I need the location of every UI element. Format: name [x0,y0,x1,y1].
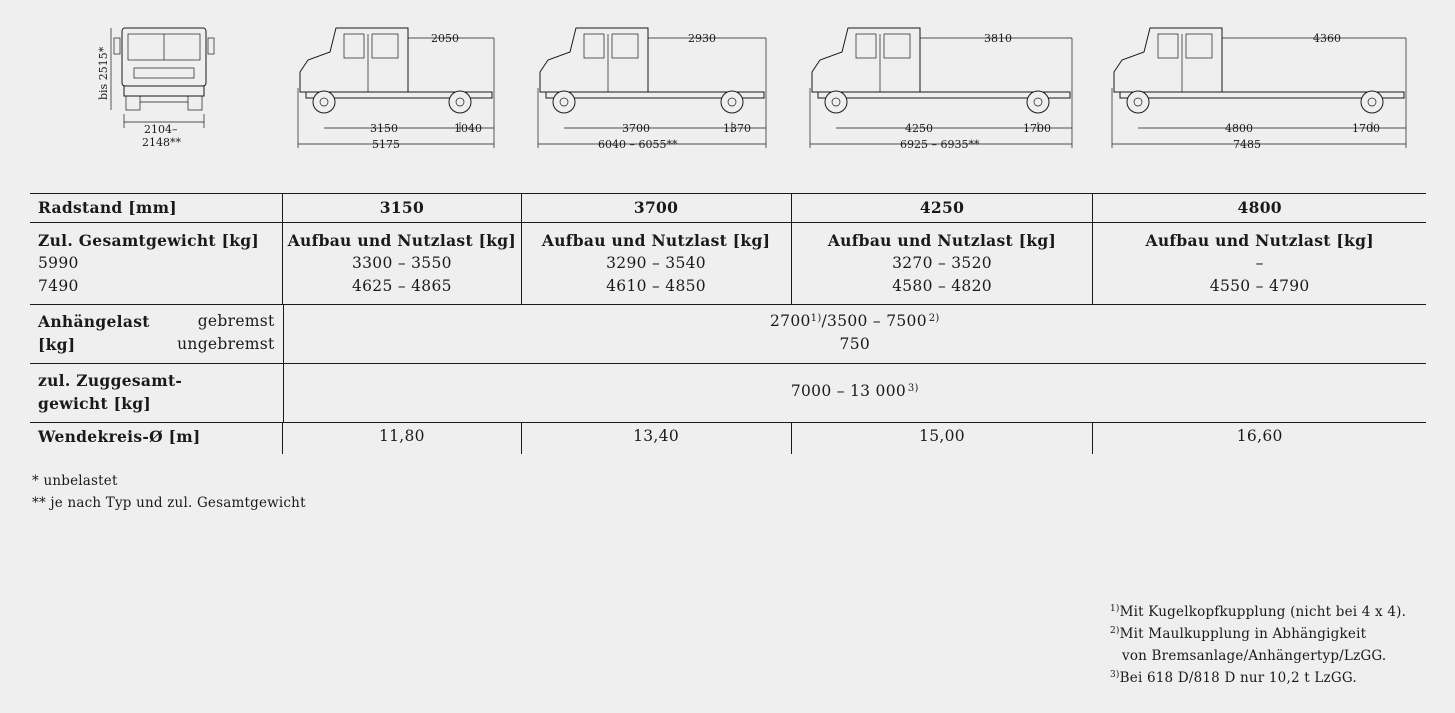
payload-header: Aufbau und Nutzlast [kg] [287,231,517,250]
payload-col-3150 [282,223,520,304]
wheelbase-3150: 3150 [282,194,520,222]
combination-weight-row [30,364,1426,423]
payload-header: Aufbau und Nutzlast [kg] [827,231,1057,250]
unbraked-value: 750 [839,335,871,353]
footnote-by-type: ** je nach Typ und zul. Gesamtgewicht [32,495,306,511]
rear-wheel [721,91,743,113]
wheelbase-dim: 4250 [905,122,933,135]
overhang-dim: 1370 [723,122,751,135]
payload-value: 3270 – 3520 [892,254,992,272]
footnote-ref-2: 2) [928,313,940,324]
cab-body [812,28,920,92]
trailer-label-a: Anhängelast [38,312,150,331]
side-view-drawing-4800 [1110,18,1408,153]
gvw-value-5990: 5990 [38,254,79,272]
cab-to-end-dim: 2930 [688,32,716,45]
turning-4800: 16,60 [1092,423,1426,454]
footnote-unloaded: * unbelastet [32,473,118,489]
cab-to-end-dim: 2050 [431,32,459,45]
cab-body [540,28,648,92]
wheelbase-label: Radstand [mm] [38,198,177,217]
footnote-1: $^{1)}$Mit Kugelkopfkupplung (nicht bei 4 x 4). [1110,604,1407,620]
side-view-drawing-3700 [536,18,768,153]
combination-weight-label: zul. Zuggesamt- gewicht [kg] [38,371,183,413]
side-view-drawing-4250 [808,18,1074,153]
front-wheel [1127,91,1149,113]
wheelbase-dim: 3700 [622,122,650,135]
front-width-dim-a: 2104– [144,123,178,136]
turning-4250: 15,00 [791,423,1093,454]
turning-circle-label: Wendekreis-Ø [m] [38,427,201,446]
payload-value: – [1255,254,1264,272]
overhang-dim: 1700 [1023,122,1051,135]
wheelbase-dim: 4800 [1225,122,1253,135]
footnote-2: $^{2)}$Mit Maulkupplung in Abhängigkeit [1110,626,1367,642]
front-width-dim-b: 2148** [142,136,181,149]
gvw-value-7490: 7490 [38,277,79,295]
trailer-load-row [30,305,1426,364]
wheelbase-4250: 4250 [791,194,1093,222]
payload-col-3700 [521,223,791,304]
side-view-drawing-3150 [296,18,496,153]
front-wheel [313,91,335,113]
overhang-dim: 1700 [1352,122,1380,135]
payload-header: Aufbau und Nutzlast [kg] [541,231,771,250]
cab-body [1114,28,1222,92]
overhang-dim: 1040 [454,122,482,135]
front-height-dim: bis 2515* [97,46,110,100]
length-dim: 6925 – 6935** [900,138,980,151]
gvw-column [30,223,282,304]
footnotes-left [32,470,306,514]
rear-wheel [1027,91,1049,113]
cab-to-end-dim: 3810 [984,32,1012,45]
wheelbase-row [30,193,1426,223]
trailer-label-b: [kg] [38,335,76,354]
length-dim: 7485 [1233,138,1261,151]
payload-value: 3290 – 3540 [606,254,706,272]
footnote-2-cont: von Bremsanlage/Anhängertyp/LzGG. [1122,648,1387,664]
rear-wheel [449,91,471,113]
payload-value: 4610 – 4850 [606,277,706,295]
rear-wheel [1361,91,1383,113]
payload-value: 3300 – 3550 [351,254,452,272]
wheelbase-dim: 3150 [370,122,398,135]
footnote-ref-3: 3) [907,383,919,394]
gvw-label: Zul. Gesamtgewicht [kg] [38,231,260,250]
turning-circle-row [30,423,1426,454]
payload-value: 4625 – 4865 [351,277,452,295]
cab-body [300,28,408,92]
length-dim: 6040 – 6055** [598,138,678,151]
payload-header: Aufbau und Nutzlast [kg] [1145,231,1374,250]
trailer-load-label [30,305,283,363]
payload-value: 4550 – 4790 [1209,277,1310,295]
front-wheel [825,91,847,113]
cab-to-end-dim: 4360 [1313,32,1341,45]
turning-3700: 13,40 [521,423,791,454]
trailer-load-values [283,305,1426,363]
wheelbase-3700: 3700 [521,194,791,222]
turning-3150: 11,80 [282,423,520,454]
payload-col-4250 [791,223,1093,304]
front-wheel [553,91,575,113]
payload-row [30,223,1426,305]
front-view-drawing [96,18,216,153]
wheelbase-4800: 4800 [1092,194,1426,222]
payload-col-4800 [1092,223,1426,304]
braked-label: gebremst [197,312,275,330]
combination-weight-value: 7000 – 13 000 $^{3)}$ [283,364,1426,422]
braked-value: 2700$^{1)}$/3500 – 7500 $^{2)}$ [770,312,940,330]
specifications-table [30,193,1426,454]
payload-value: 4580 – 4820 [892,277,992,295]
footnotes-right [1110,601,1406,689]
unbraked-label: ungebremst [177,335,275,353]
footnote-ref-1: 1) [810,313,822,324]
length-dim: 5175 [372,138,400,151]
chassis-frame [1120,92,1404,98]
footnote-3: $^{3)}$Bei 618 D/818 D nur 10,2 t LzGG. [1110,670,1357,686]
